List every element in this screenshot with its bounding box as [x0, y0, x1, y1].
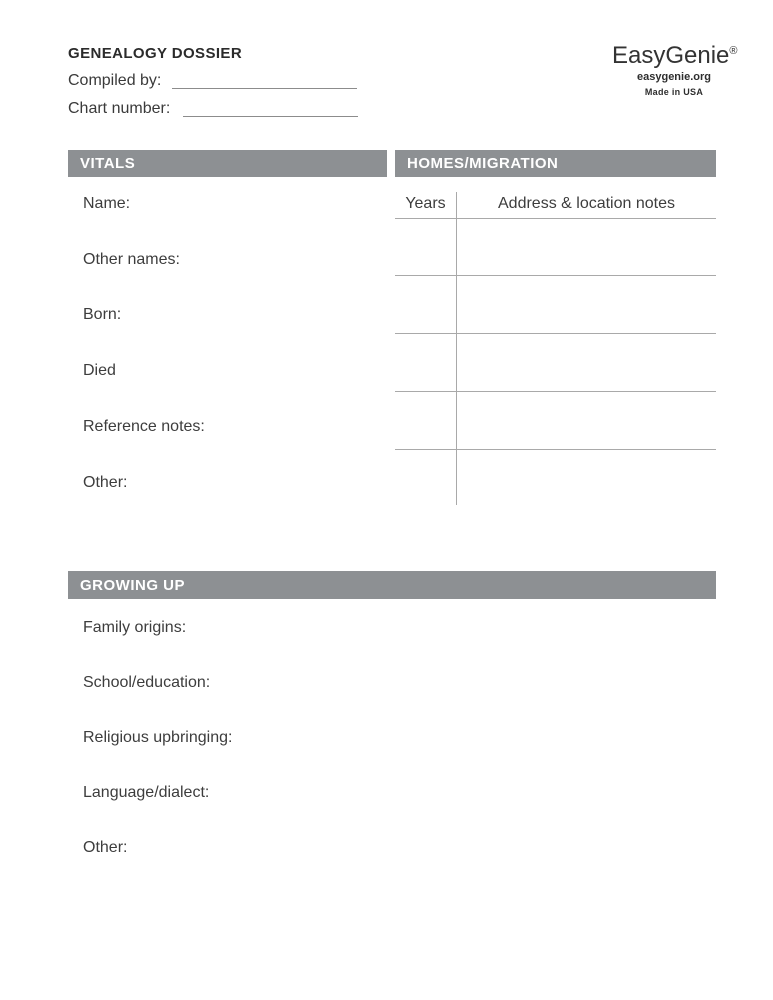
field-label-reference-notes: Reference notes:: [83, 418, 205, 435]
table-row: [395, 219, 716, 275]
field-label-language-dialect: Language/dialect:: [83, 784, 210, 801]
vitals-header-label: VITALS: [80, 155, 136, 172]
table-column-header-address: Address & location notes: [498, 195, 675, 212]
brand-name: EasyGenie: [612, 42, 730, 69]
chart-number-label: Chart number:: [68, 100, 171, 117]
table-column-header-years: Years: [405, 195, 446, 212]
brand-block: [612, 42, 736, 97]
table-row: [395, 392, 716, 449]
table-row-divider: [395, 449, 716, 450]
field-label-other-growing-up: Other:: [83, 839, 128, 856]
compiled-by-label: Compiled by:: [68, 72, 162, 89]
vitals-section-header: [68, 150, 387, 177]
field-label-name: Name:: [83, 195, 131, 212]
field-label-religious-upbringing: Religious upbringing:: [83, 729, 233, 746]
brand-website: easygenie.org: [637, 71, 711, 83]
chart-number-line: [183, 116, 358, 117]
field-label-born: Born:: [83, 306, 122, 323]
brand-logo: [612, 42, 736, 70]
field-label-family-origins: Family origins:: [83, 619, 187, 636]
field-label-other-names: Other names:: [83, 251, 180, 268]
table-row: [395, 276, 716, 333]
field-label-died: Died: [83, 362, 116, 379]
field-label-school-education: School/education:: [83, 674, 211, 691]
field-label-other-vitals: Other:: [83, 474, 128, 491]
registered-trademark-symbol: ®: [729, 45, 738, 57]
homes-migration-section-header: [395, 150, 716, 177]
page-title: GENEALOGY DOSSIER: [68, 45, 243, 62]
growing-up-header-label: GROWING UP: [80, 576, 185, 594]
growing-up-section-header: [68, 571, 716, 599]
homes-migration-header-label: HOMES/MIGRATION: [407, 155, 559, 172]
compiled-by-line: [172, 88, 357, 89]
brand-origin: Made in USA: [644, 87, 704, 97]
table-row: [395, 334, 716, 391]
